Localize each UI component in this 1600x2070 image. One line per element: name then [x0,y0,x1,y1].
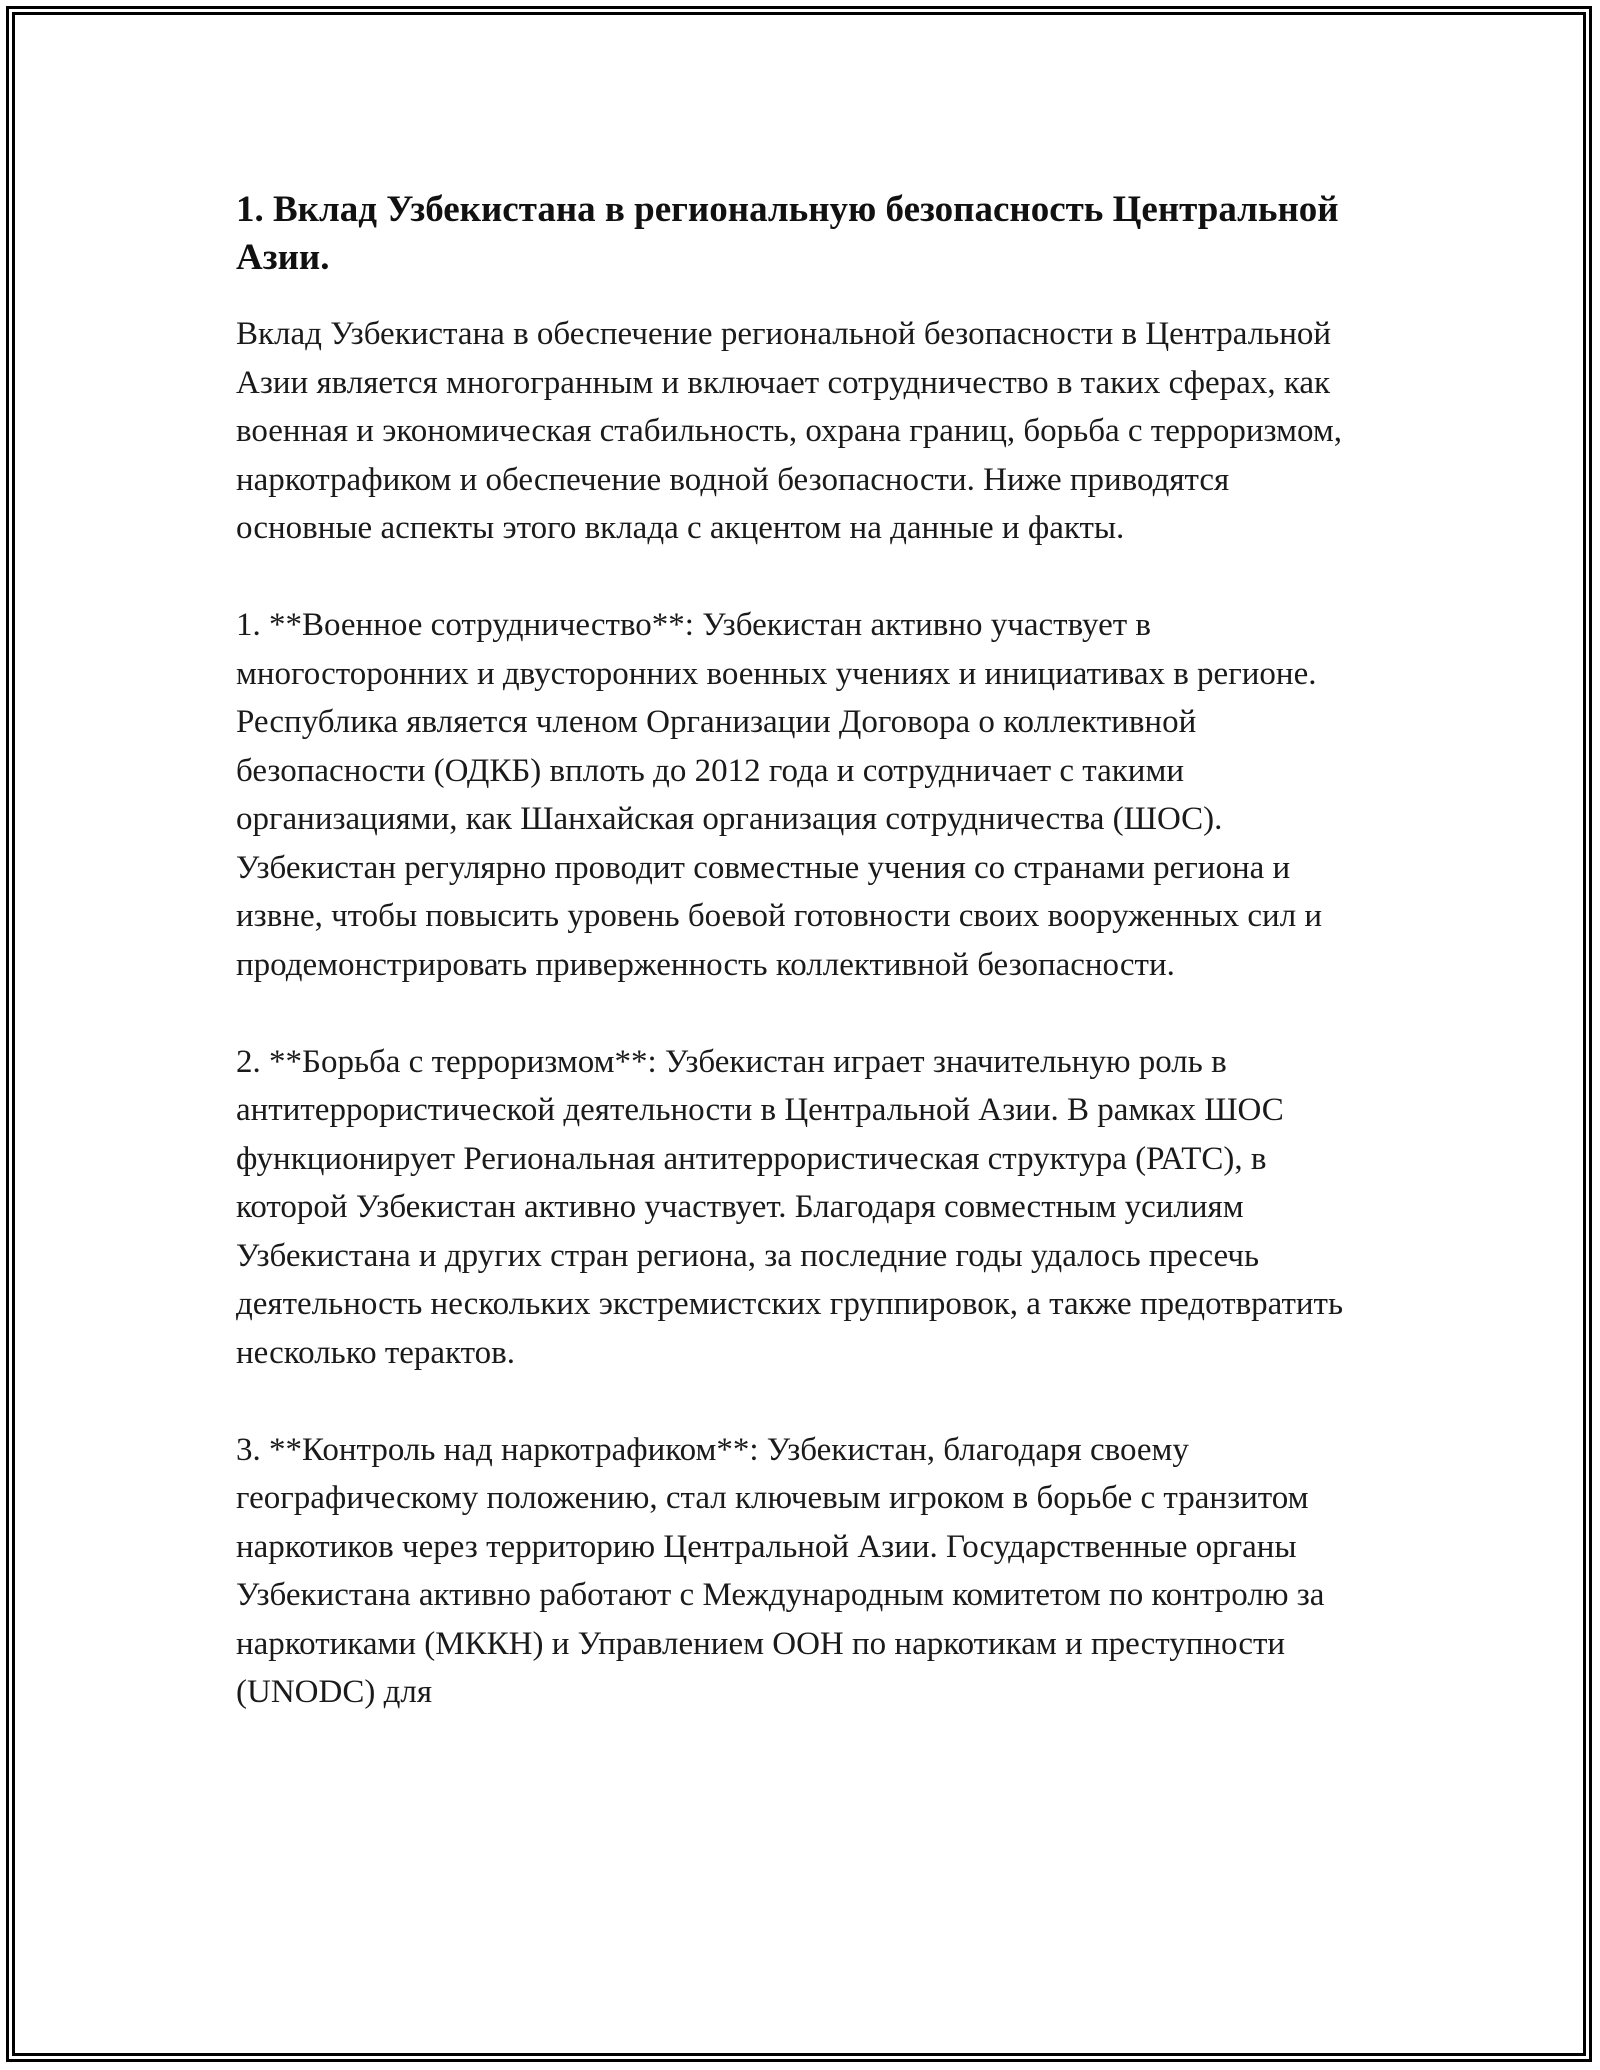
counter-terrorism-paragraph: 2. **Борьба с терроризмом**: Узбекистан играет значительную роль в антитеррористической деятельности в Центральной Азии. В рамках ШОС функционирует Региональная антитеррористическая структура (РАТС), в которой Узбекистан активно участвует. Благодаря совместным усилиям Узбекистана и других стран региона, за последние годы удалось пресечь деятельность нескольких экстремистских группировок, а также предотвратить несколько терактов. [236,1043,1344,1371]
military-cooperation-paragraph: 1. **Военное сотрудничество**: Узбекистан активно участвует в многосторонних и двусторонних военных учениях и инициативах в регионе. Республика является членом Организации Договора о коллективной безопасности (ОДКБ) вплоть до 2012 года и сотрудничает с такими организациями, как Шанхайская организация сотрудничества (ШОС). Узбекистан регулярно проводит совместные учения со странами региона и извне, чтобы повысить уровень боевой готовности своих вооруженных сил и продемонстрировать приверженность коллективной безопасности. [236,607,1323,983]
document-body [236,186,1366,1765]
intro-paragraph: Вклад Узбекистана в обеспечение региональной безопасности в Центральной Азии является многогранным и включает сотрудничество в таких сферах, как военная и экономическая стабильность, охрана границ, борьба с терроризмом, наркотрафиком и обеспечение водной безопасности. Ниже приводятся основные аспекты этого вклада с акцентом на данные и факты. [236,316,1342,546]
drug-trafficking-paragraph: 3. **Контроль над наркотрафиком**: Узбекистан, благодаря своему географическому положению, стал ключевым игроком в борьбе с транзитом наркотиков через территорию Центральной Азии. Государственные органы Узбекистана активно работают с Международным комитетом по контролю за наркотиками (МККН) и Управлением ООН по наркотикам и преступности (UNODC) для [236,1431,1325,1710]
document-heading: 1. Вклад Узбекистана в региональную безопасность Центральной Азии. [236,189,1339,278]
